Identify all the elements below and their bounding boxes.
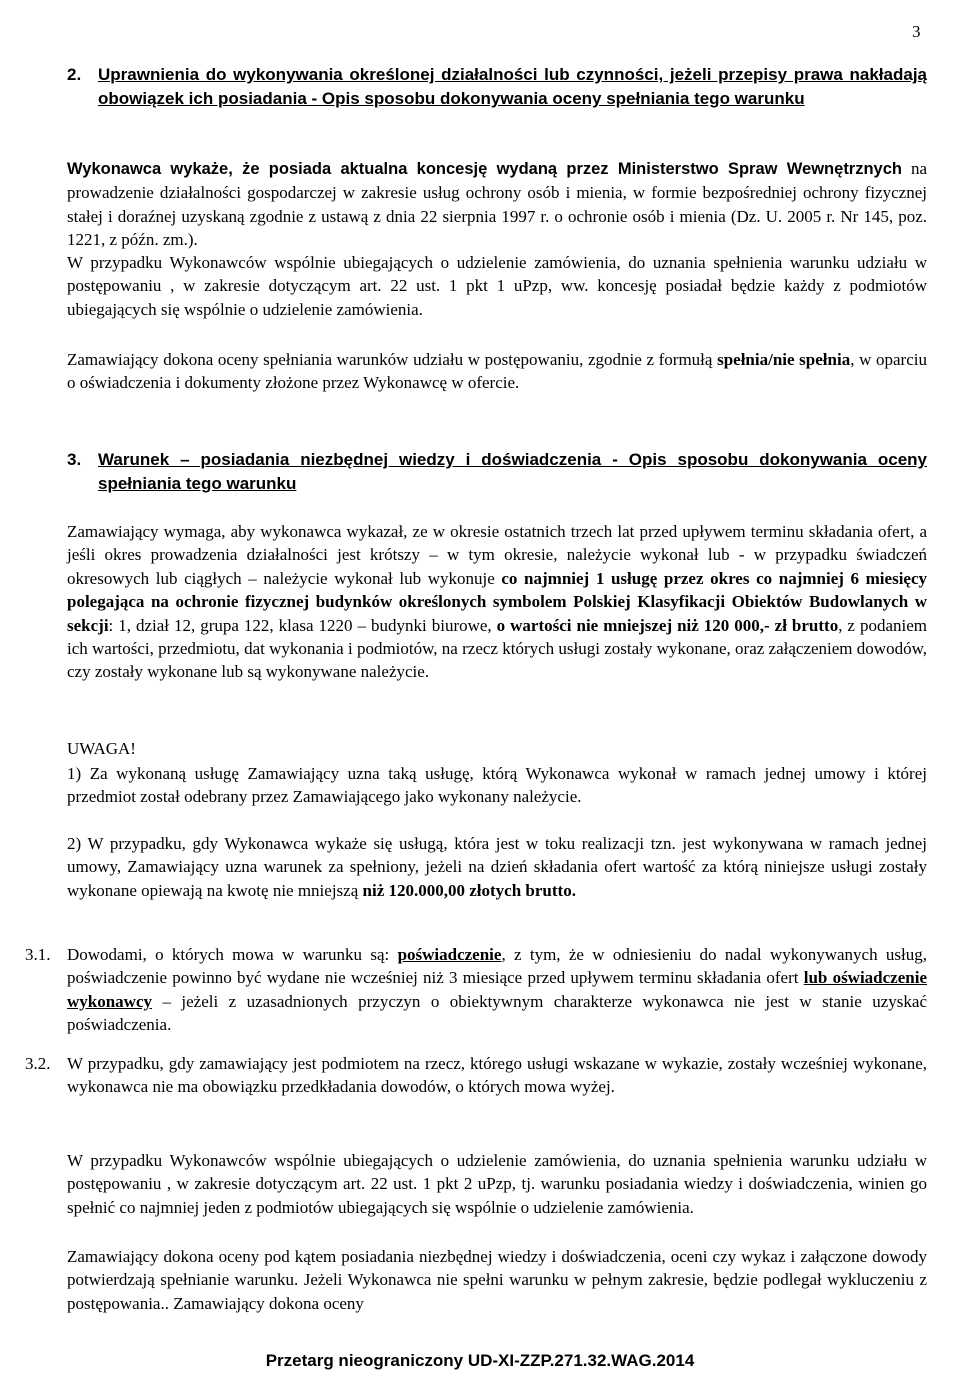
evidence-text-b: , z tym, że w odniesieniu do nadal wykonywanych usług, poświadczenie powinno być wydane nie wcześniej niż 3 miesiące przed upływem terminu składania ofert bbox=[67, 945, 927, 988]
section-2-number: 2. bbox=[67, 65, 82, 84]
section-3-2-text: W przypadku, gdy zamawiający jest podmiotem na rzecz, którego usługi wskazane w wykazie, zostały wcześniej wykonane, wykonawca nie ma obowiązku przedkładania dowodów, o których mowa wyżej. bbox=[67, 1054, 927, 1097]
section-3-1-text bbox=[67, 943, 927, 1037]
note-1: 1) Za wykonaną usługę Zamawiający uzna taką usługę, którą Wykonawca wykonał w ramach jednej umowy i której przedmiot został odebrany przez Zamawiającego jako wykonany należycie. bbox=[67, 764, 927, 807]
section-2-paragraph-1 bbox=[67, 157, 927, 252]
note-2-amount: niż 120.000,00 złotych brutto. bbox=[362, 880, 576, 900]
assessment-text-a: Zamawiający dokona oceny spełniania warunków udziału w postępowaniu, zgodnie z formułą bbox=[67, 350, 718, 369]
assessment-text-b: , w oparciu o oświadczenia i dokumenty złożone przez Wykonawcę w ofercie. bbox=[67, 350, 927, 393]
evidence-text-c: – jeżeli z uzasadnionych przyczyn o obiektywnym charakterze wykonawca nie jest w stanie uzyskać poświadczenia. bbox=[67, 991, 927, 1035]
experience-text-a: Zamawiający wymaga, aby wykonawca wykazał, ze w okresie ostatnich trzech lat przed upływem terminu składania ofert, a jeśli okres prowadzenia działalności jest krótszy – w tym okresie, należycie wykonał lub - w przypadku świadczeń okresowych lub ciągłych – należycie wykonał lub wykonuje bbox=[67, 522, 927, 588]
section-2-paragraph-2 bbox=[67, 251, 927, 321]
section-2-paragraph-3 bbox=[67, 348, 927, 395]
evidence-certificate: poświadczenie bbox=[397, 945, 502, 964]
evidence-declaration: lub oświadczenie wykonawcy bbox=[67, 968, 927, 1011]
section-3-heading bbox=[67, 448, 927, 496]
joint-bidders-note: W przypadku Wykonawców wspólnie ubiegających o udzielenie zamówienia, do uznania spełnienia warunku udziału w postępowaniu , w zakresie dotyczącym art. 22 ust. 1 pkt 1 uPzp, ww. koncesję posiadał będzie każdy z podmiotów ubiegających się wspólnie o udzielenie zamówienia. bbox=[67, 253, 927, 319]
note-2 bbox=[67, 832, 927, 902]
section-2-heading bbox=[67, 63, 927, 111]
evidence-text-a: Dowodami, o których mowa w warunku są: bbox=[67, 945, 398, 964]
uwaga-label: UWAGA! bbox=[67, 739, 136, 758]
concession-details: na prowadzenie działalności gospodarczej w zakresie usług ochrony osób i mienia, w formie bezpośredniej ochrony fizycznej stałej i doraźnej uzyskaną zgodnie z ustawą z dnia 22 sierpnia 1997 r. o ochronie osób i mienia (Dz. U. 2005 r. Nr 145, poz. 1221, z późn. zm.). bbox=[67, 159, 927, 250]
section-3-paragraph-1 bbox=[67, 520, 927, 684]
page-number: 3 bbox=[912, 22, 921, 41]
closing-paragraph-2: Zamawiający dokona oceny pod kątem posiadania niezbędnej wiedzy i doświadczenia, oceni czy wykaz i załączone dowody potwierdzają spełnianie warunku. Jeżeli Wykonawca nie spełni warunku w pełnym zakresie, będzie podlegał wykluczeniu z postępowania.. Zamawiający dokona oceny bbox=[67, 1247, 927, 1313]
assessment-formula: spełnia/nie spełnia bbox=[717, 350, 851, 369]
concession-requirement: Wykonawca wykaże, że posiada aktualna koncesję wydaną przez Ministerstwo Spraw Wewnętrznych bbox=[67, 160, 902, 178]
experience-requirement: co najmniej 1 usługę przez okres co najmniej 6 miesięcy polegająca na ochronie fizycznej budynków określonych symbolem Polskiej Klasyfikacji Obiektów Budowlanych w sekcji bbox=[67, 568, 928, 635]
experience-text-c: , z podaniem ich wartości, przedmiotu, dat wykonania i podmiotów, na rzecz których usługi zostały wykonane, oraz załączeniem dowodów, czy zostały wykonane lub są wykonywane należycie. bbox=[67, 615, 927, 682]
experience-text-b: : 1, dział 12, grupa 122, klasa 1220 – budynki biurowe, bbox=[108, 615, 497, 635]
section-2-title: Uprawnienia do wykonywania określonej działalności lub czynności, jeżeli przepisy prawa nakładają obowiązek ich posiadania - Opis sposobu dokonywania oceny spełniania tego warunku bbox=[98, 65, 927, 108]
footer-tender-id: Przetarg nieograniczony UD-XI-ZZP.271.32.WAG.2014 bbox=[265, 1351, 695, 1370]
section-3-number: 3. bbox=[67, 450, 82, 469]
minimum-value: o wartości nie mniejszej niż 120 000,- zł brutto bbox=[496, 615, 839, 635]
note-2-text: 2) W przypadku, gdy Wykonawca wykaże się usługą, która jest w toku realizacji tzn. jest wykonywana w ramach jednej umowy, Zamawiający uzna warunek za spełniony, jeżeli na dzień składania ofert wartość za którą niniejsze usługi zostały wykonane opiewają na kwotę nie mniejszą bbox=[67, 834, 927, 900]
section-3-1-number: 3.1. bbox=[25, 945, 51, 964]
section-3-2-number: 3.2. bbox=[25, 1054, 51, 1073]
closing-paragraph-1: W przypadku Wykonawców wspólnie ubiegających o udzielenie zamówienia, do uznania spełnienia warunku udziału w postępowaniu , w zakresie dotyczącym art. 22 ust. 1 pkt 2 uPzp, tj. warunku posiadania wiedzy i doświadczenia, winien go spełnić co najmniej jeden z podmiotów ubiegających się wspólnie o udzielenie zamówienia. bbox=[67, 1151, 927, 1217]
section-3-title: Warunek – posiadania niezbędnej wiedzy i doświadczenia - Opis sposobu dokonywania oceny spełniania tego warunku bbox=[98, 450, 927, 493]
